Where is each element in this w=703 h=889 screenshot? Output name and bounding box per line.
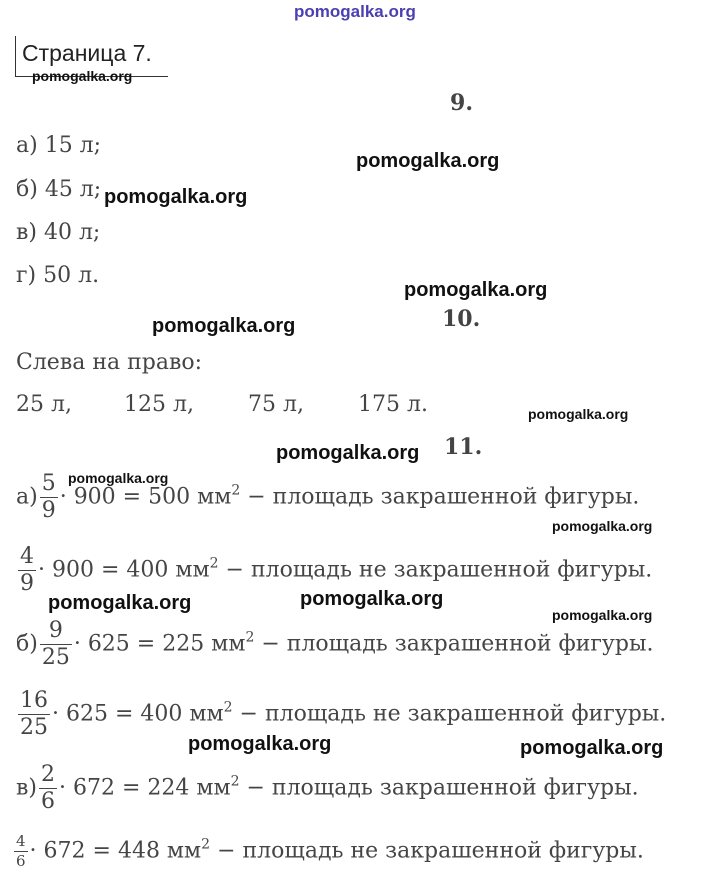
watermark-top: pomogalka.org bbox=[294, 2, 416, 21]
watermark: pomogalka.org bbox=[48, 592, 192, 614]
task-11-row-b-shaded: б) $\frac{9}{25}$ · 625 = 225 $мм^2$ − площадь закрашенной фигуры. bbox=[16, 618, 654, 670]
fraction: $\frac{4}{6}$ bbox=[16, 832, 26, 870]
page-title: Страница 7. bbox=[22, 40, 152, 66]
task-10-number: 10. bbox=[442, 306, 481, 332]
task-10-value: 175 л. bbox=[358, 392, 428, 417]
task-11-row-c-shaded: в) $\frac{2}{6}$ · 672 = 224 $мм^2$ − площадь закрашенной фигуры. bbox=[16, 762, 639, 814]
task-9-item-b: б) 45 л; bbox=[16, 177, 102, 202]
watermark: pomogalka.org bbox=[152, 315, 296, 337]
task-9-item-c: в) 40 л; bbox=[16, 220, 101, 245]
fraction: $\frac{9}{25}$ bbox=[41, 618, 70, 670]
task-11-row-a-unshaded: $\frac{4}{9}$ · 900 = 400 $мм^2$ − площадь не закрашенной фигуры. bbox=[20, 544, 653, 596]
task-11-row-a-shaded: а) $\frac{5}{9}$ · 900 = 500 $мм^2$ − площадь закрашенной фигуры. bbox=[16, 471, 640, 523]
watermark: pomogalka.org bbox=[356, 150, 500, 172]
task-10-intro: Слева на право: bbox=[16, 350, 203, 375]
task-10-value: 75 л, bbox=[248, 392, 304, 417]
watermark: pomogalka.org bbox=[520, 737, 664, 759]
watermark: pomogalka.org bbox=[104, 186, 248, 208]
fraction: $\frac{4}{9}$ bbox=[20, 544, 34, 596]
fraction: $\frac{2}{6}$ bbox=[40, 762, 55, 814]
watermark: pomogalka.org bbox=[32, 68, 133, 84]
fraction: $\frac{5}{9}$ bbox=[41, 471, 56, 523]
watermark: pomogalka.org bbox=[300, 588, 444, 610]
watermark: pomogalka.org bbox=[68, 470, 169, 486]
watermark: pomogalka.org bbox=[552, 607, 653, 623]
task-11-number: 11. bbox=[444, 434, 483, 460]
fraction: $\frac{16}{25}$ bbox=[20, 688, 48, 740]
watermark: pomogalka.org bbox=[188, 733, 332, 755]
task-9-item-a: а) 15 л; bbox=[16, 133, 102, 158]
watermark: pomogalka.org bbox=[404, 279, 548, 301]
watermark: pomogalka.org bbox=[552, 518, 653, 534]
task-10-value: 125 л, bbox=[124, 392, 194, 417]
task-9-number: 9. bbox=[450, 90, 473, 116]
task-9-item-d: г) 50 л. bbox=[16, 263, 100, 288]
task-10-value: 25 л, bbox=[16, 392, 72, 417]
watermark: pomogalka.org bbox=[276, 442, 420, 464]
task-11-row-c-unshaded: $\frac{4}{6}$ · 672 = 448 $мм^2$ − площадь не закрашенной фигуры. bbox=[16, 832, 644, 870]
task-11-row-b-unshaded: $\frac{16}{25}$ · 625 = 400 $мм^2$ − площадь не закрашенной фигуры. bbox=[20, 688, 667, 740]
watermark: pomogalka.org bbox=[528, 406, 629, 422]
